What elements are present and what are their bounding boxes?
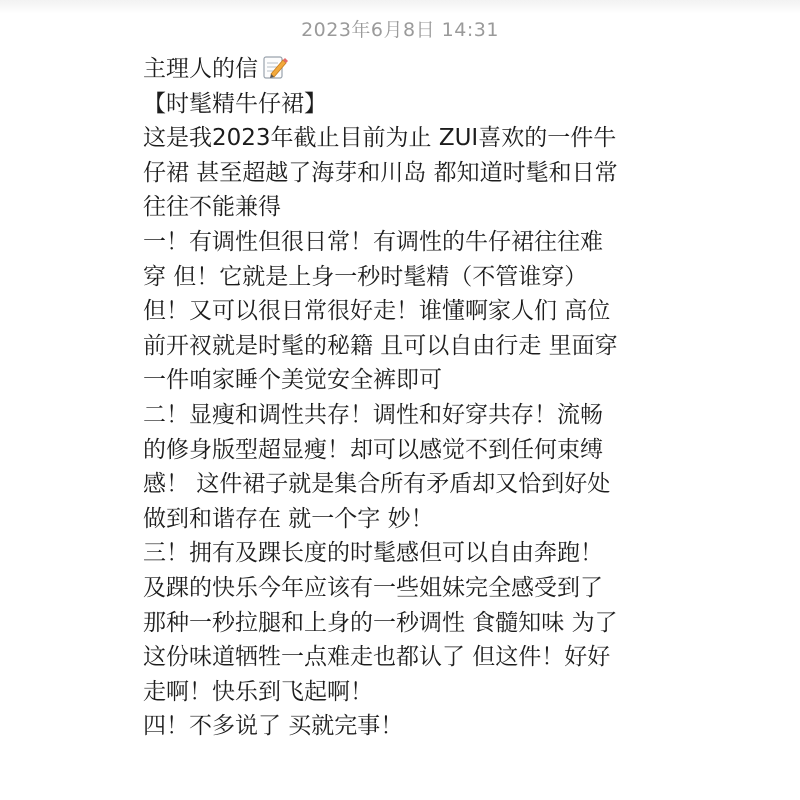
note-line: 三！拥有及踝长度的时髦感但可以自由奔跑！: [143, 540, 603, 567]
note-line: 四！不多说了 买就完事！: [143, 713, 404, 740]
note-line: 仔裙 甚至超越了海芽和川岛 都知道时髦和日常: [143, 159, 618, 186]
note-line: 感！ 这件裙子就是集合所有矛盾却又恰到好处: [143, 471, 611, 498]
note-line: 走啊！快乐到飞起啊！: [143, 678, 373, 705]
memo-icon: [262, 54, 288, 80]
note-line: 但！又可以很日常很好走！谁懂啊家人们 高位: [143, 298, 611, 325]
note-title: 主理人的信: [143, 56, 258, 82]
note-line: 穿 但！它就是上身一秒时髦精（不管谁穿）: [143, 263, 588, 290]
note-line: 这是我2023年截止目前为止 ZUI喜欢的一件牛: [143, 125, 617, 152]
note-line: 及踝的快乐今年应该有一些姐妹完全感受到了: [143, 574, 603, 601]
note-line: 一件咱家睡个美觉安全裤即可: [143, 367, 442, 394]
note-line: 那种一秒拉腿和上身的一秒调性 食髓知味 为了: [143, 609, 618, 636]
note-title-line: [143, 52, 673, 87]
note-line: 二！显瘦和调性共存！调性和好穿共存！流畅: [143, 401, 603, 428]
top-edge-shadow: [0, 0, 800, 14]
note-body: [143, 52, 673, 744]
message-timestamp: 2023年6月8日 14:31: [301, 19, 499, 41]
note-line: 一！有调性但很日常！有调性的牛仔裙往往难: [143, 228, 603, 255]
note-line: 【时髦精牛仔裙】: [143, 90, 327, 117]
note-line: 的修身版型超显瘦！却可以感觉不到任何束缚: [143, 436, 603, 463]
note-line: 往往不能兼得: [143, 194, 281, 221]
note-line: 前开衩就是时髦的秘籍 且可以自由行走 里面穿: [143, 332, 618, 359]
note-line: 做到和谐存在 就一个字 妙！: [143, 505, 434, 532]
note-line: 这份味道牺牲一点难走也都认了 但这件！好好: [143, 644, 611, 671]
